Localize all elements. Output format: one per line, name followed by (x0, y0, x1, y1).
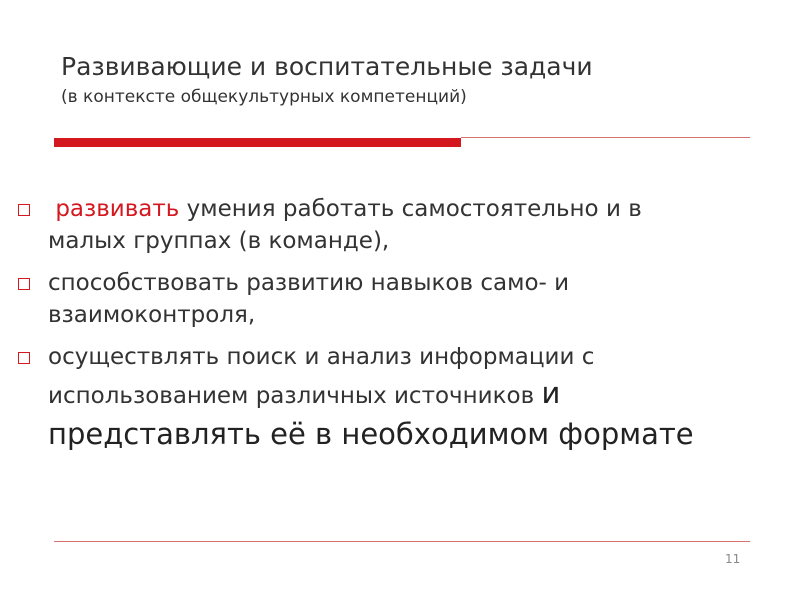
bullet-text: умения работать самостоятельно и в (179, 196, 642, 222)
bullet-text: малых группах (в команде), (48, 228, 390, 254)
bullet-text: способствовать развитию навыков само- и (48, 270, 570, 296)
list-item (18, 193, 778, 257)
checkbox-square-icon (18, 352, 30, 364)
checkbox-square-icon (18, 204, 30, 216)
slide-subtitle: (в контексте общекультурных компетенций) (61, 87, 467, 107)
footer-rule (54, 541, 750, 542)
bullet-highlight: развивать (55, 196, 180, 222)
page-number: 11 (725, 552, 741, 566)
list-item (18, 267, 778, 331)
bullet-text: взаимоконтроля, (48, 302, 256, 328)
bullet-text-large: представлять её в необходимом формате (48, 417, 694, 451)
slide-title: Развивающие и воспитательные задачи (61, 52, 593, 81)
bullet-list (18, 193, 778, 452)
bullet-text-large: и (541, 376, 561, 410)
list-item (18, 341, 778, 452)
title-underline-thick (54, 138, 461, 147)
checkbox-square-icon (18, 278, 30, 290)
bullet-text: осуществлять поиск и анализ информации с (48, 344, 595, 370)
bullet-text: использованием различных источников (48, 383, 542, 409)
title-underline-thin (461, 137, 750, 138)
